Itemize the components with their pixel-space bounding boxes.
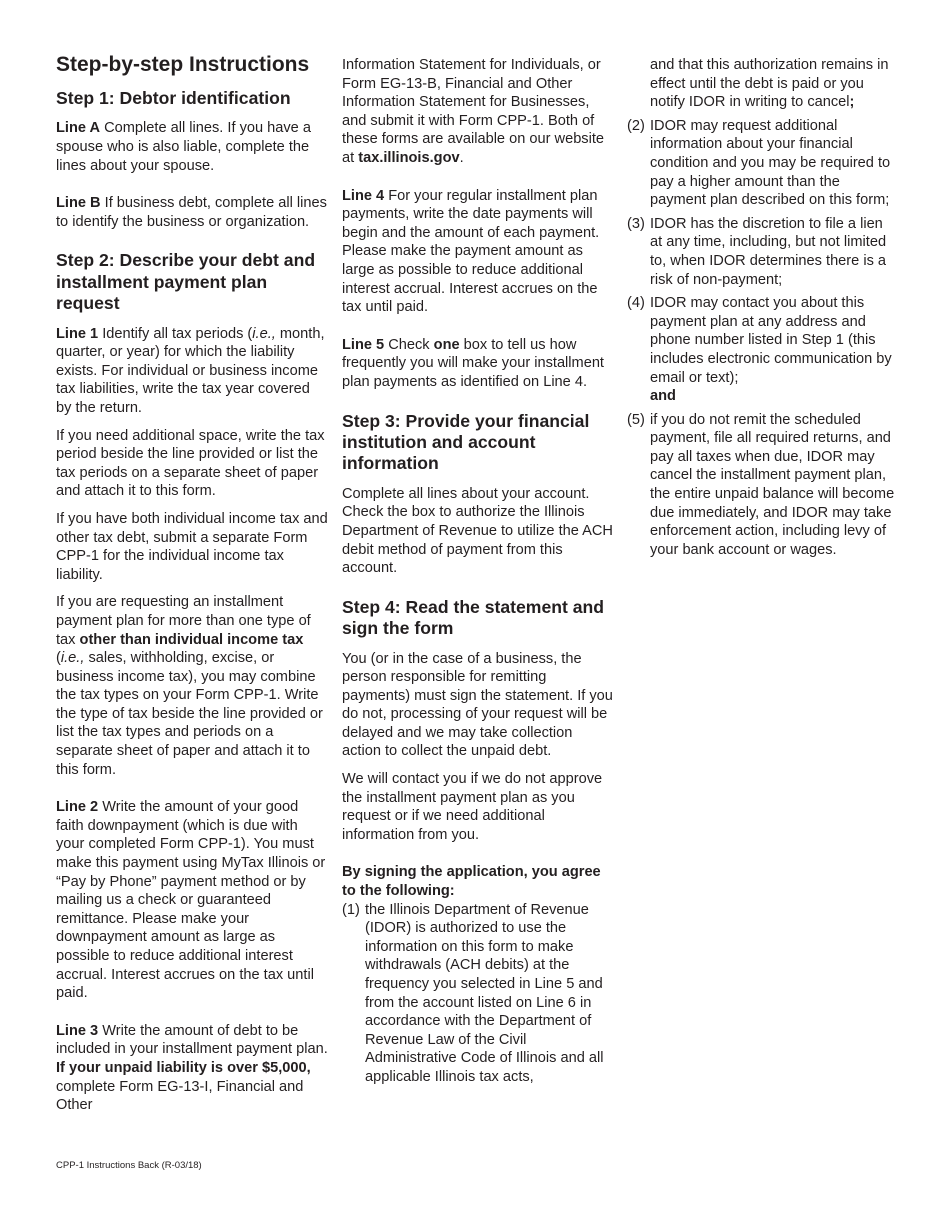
line-b-paragraph: Line B If business debt, complete all lines to identify the business or organization. — [56, 195, 327, 230]
multiple-tax-types-paragraph: If you are requesting an installment payment plan for more than one type of tax other than individual income tax (i.e., sales, withholding, excise, or business income tax), you may combine the tax types on your Form CPP-1. Write the type of tax beside the line provided or list the tax types and periods on a separate sheet of paper and attach it to this form. — [56, 594, 323, 778]
line-5-paragraph: Line 5 Check one box to tell us how frequently you will make your installment plan payments as identified on Line 4. — [342, 336, 604, 390]
line-a-paragraph: Line A Complete all lines. If you have a spouse who is also liable, complete the lines about your spouse. — [56, 120, 311, 174]
line-4-paragraph: Line 4 For your regular installment plan payments, write the date payments will begin and the amount of each payment. Please make the payment amount as large as possible to reduce additional interest accrual. Interest accrues on the tax until paid. — [342, 187, 600, 316]
step3-title: Step 3: Provide your financial institution and account information — [342, 410, 590, 474]
list-item: (2) IDOR may request additional information about your financial condition and you may be required to pay a higher amount than the payment plan described on this form; — [627, 117, 891, 209]
step2-title: Step 2: Describe your debt and installment payment plan request — [56, 250, 316, 314]
line-3-paragraph-cont: Information Statement for Individuals, or Form EG-13-B, Financial and Other Information Statement for Businesses, and submit it with Form CPP-1. Both of these forms are available on our website at tax.illinois.gov. — [342, 57, 605, 166]
agreement-list-part-1 — [342, 901, 614, 1087]
line-1-paragraph: Line 1 Identify all tax periods (i.e., month, quarter, or year) for which the liability exists. For individual or business income tax liabilities, write the tax year covered by the return. — [56, 325, 325, 416]
agreement-heading: By signing the application, you agree to the following: — [342, 864, 601, 900]
additional-space-paragraph: If you need additional space, write the tax period beside the line provided or list the tax periods on a separate sheet of paper and attach it to this form. — [56, 427, 325, 500]
line-2-paragraph: Line 2 Write the amount of your good faith downpayment (which is due with your completed Form CPP-1). You must make this payment using MyTax Illinois or “Pay by Phone” payment method or by mailing us a check or guaranteed remittance. Please make your downpayment amount as large as possible to reduce additional interest accrual. Interest accrues on the tax until paid. — [56, 799, 326, 1002]
line-3-paragraph-start: Line 3 Write the amount of debt to be included in your installment payment plan. If your unpaid liability is over $5,000, complete Form EG-13-I, Financial and Other — [56, 1022, 328, 1114]
both-taxes-paragraph: If you have both individual income tax and other tax debt, submit a separate Form CPP-1 for the individual income tax liability. — [56, 510, 328, 583]
column-1 — [56, 52, 328, 1124]
list-item: (1) the Illinois Department of Revenue (IDOR) is authorized to use the information on this form to make withdrawals (ACH debits) at the frequency you selected in Line 5 and from the account listed on Line 6 in accordance with the Department of Revenue Law of the Civil Administrative Code of Illinois and all applicable Illinois tax acts, — [342, 901, 604, 1085]
list-item: (3) IDOR has the discretion to file a lien at any time, including, but not limited to, when IDOR determines there is a risk of non-payment; — [627, 215, 887, 288]
page-title: Step-by-step Instructions — [56, 53, 310, 76]
step1-title: Step 1: Debtor identification — [56, 88, 291, 108]
step3-paragraph: Complete all lines about your account. Check the box to authorize the Illinois Department of Revenue to utilize the ACH debit method of payment from this account. — [342, 485, 613, 577]
step4-title: Step 4: Read the statement and sign the form — [342, 596, 605, 639]
footer-form-id: CPP-1 Instructions Back (R-03/18) — [56, 1160, 202, 1171]
list-item: (4) IDOR may contact you about this payment plan at any address and phone number listed in Step 1 (this includes electronic communication by email or text); and — [627, 295, 892, 405]
step4-paragraph-2: We will contact you if we do not approve the installment payment plan as you request or if we need additional information from you. — [342, 771, 603, 843]
step4-paragraph-1: You (or in the case of a business, the person responsible for remitting payments) must sign the statement. If you do not, processing of your request will be delayed and we may take collection action to collect the unpaid debt. — [342, 650, 613, 760]
column-2 — [342, 56, 614, 1092]
agreement-list-part-2 — [627, 56, 899, 559]
list-item: and that this authorization remains in effect until the debt is paid or you notify IDOR in writing to cancel; — [650, 57, 889, 111]
column-3 — [627, 56, 899, 564]
website-link[interactable]: tax.illinois.gov — [358, 149, 460, 166]
list-item: (5) if you do not remit the scheduled payment, file all required returns, and pay all taxes when due, IDOR may cancel the installment payment plan, the entire unpaid balance will become due immediately, and IDOR may take enforcement action, including levy of your bank account or wages. — [627, 411, 895, 558]
